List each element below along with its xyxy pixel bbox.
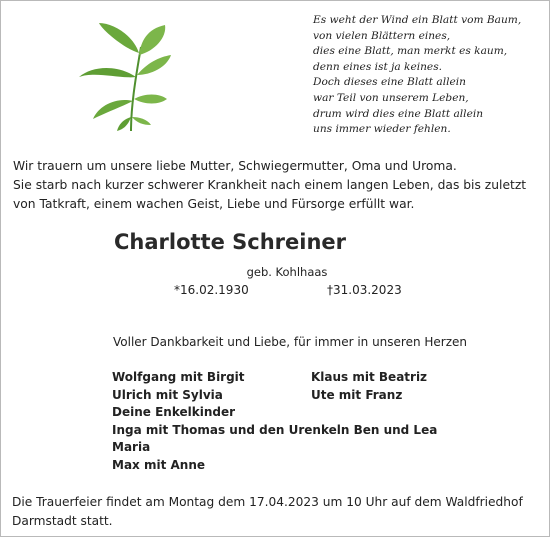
intro-line: Wir trauern um unsere liebe Mutter, Schwiegermutter, Oma und Uroma. <box>13 159 457 173</box>
intro-text <box>13 157 543 213</box>
poem-line: denn eines ist ja keines. <box>313 60 443 73</box>
funeral-info-line: Darmstadt statt. <box>12 513 113 528</box>
mourner-row <box>112 404 532 422</box>
gratitude-line: Voller Dankbarkeit und Liebe, für immer in unseren Herzen <box>113 335 468 349</box>
leaf-icon <box>73 19 173 137</box>
mourners-list <box>112 369 532 475</box>
poem <box>313 13 543 138</box>
mourner-row <box>112 439 532 457</box>
mourner-row <box>112 422 532 440</box>
mourner: Maria <box>112 440 151 455</box>
death-date: †31.03.2023 <box>327 283 402 297</box>
mourner-row <box>112 387 532 405</box>
poem-line: von vielen Blättern eines, <box>313 29 451 42</box>
mourner: Ulrich mit Sylvia <box>112 387 223 402</box>
intro-line: Sie starb nach kurzer schwerer Krankheit nach einem langen Leben, das bis zuletzt <box>13 177 527 192</box>
mourner: Deine Enkelkinder <box>112 405 236 420</box>
deceased-name: Charlotte Schreiner <box>113 230 346 254</box>
mourner: Klaus mit Beatriz <box>311 370 428 384</box>
poem-line: war Teil von unserem Leben, <box>313 91 469 104</box>
mourner: Wolfgang mit Birgit <box>112 370 245 384</box>
funeral-info-line: Die Trauerfeier findet am Montag dem 17.04.2023 um 10 Uhr auf dem Waldfriedhof <box>12 495 523 509</box>
mourner-row <box>112 457 532 475</box>
funeral-info <box>12 493 542 530</box>
birth-date: *16.02.1930 <box>174 283 249 297</box>
maiden-name: geb. Kohlhaas <box>246 265 328 279</box>
poem-line: Doch dieses eine Blatt allein <box>313 76 467 89</box>
poem-line: Es weht der Wind ein Blatt vom Baum, <box>313 14 522 26</box>
poem-line: drum wird dies eine Blatt allein <box>313 107 484 120</box>
poem-line: uns immer wieder fehlen. <box>313 123 451 136</box>
mourner: Inga mit Thomas und den Urenkeln Ben und Lea <box>112 422 438 437</box>
mourner: Ute mit Franz <box>311 387 403 402</box>
poem-line: dies eine Blatt, man merkt es kaum, <box>313 45 508 58</box>
intro-line: von Tatkraft, einem wachen Geist, Liebe und Fürsorge erfüllt war. <box>13 196 415 211</box>
mourner: Max mit Anne <box>112 457 205 472</box>
mourner-row <box>112 369 532 387</box>
